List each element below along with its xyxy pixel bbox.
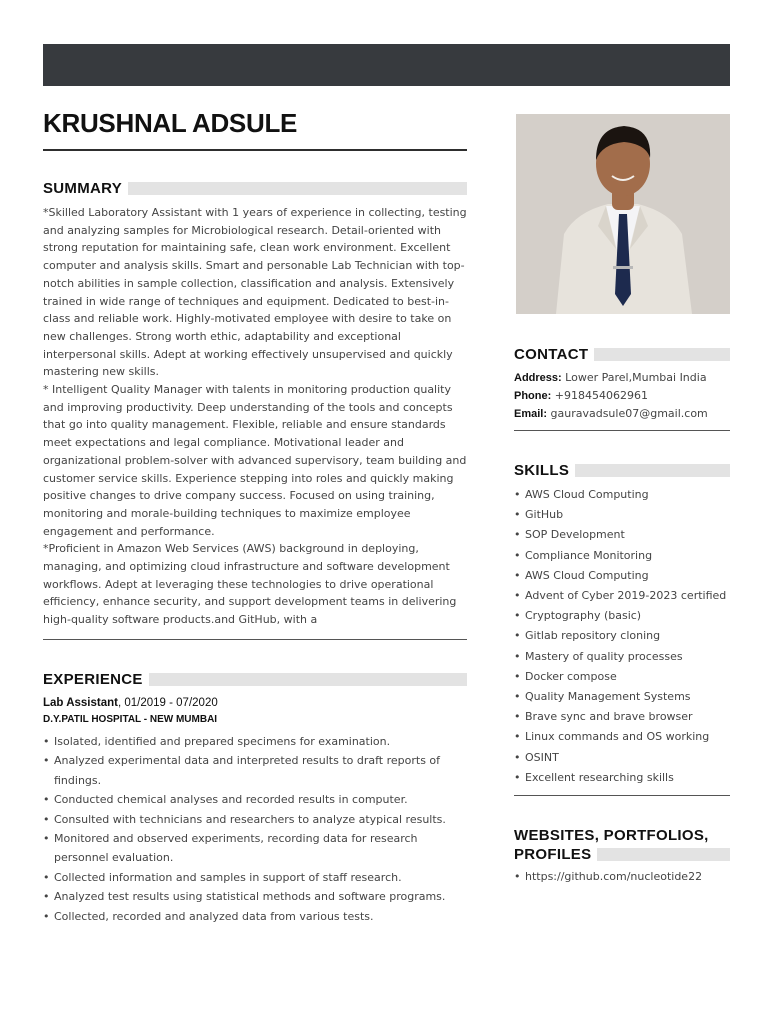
list-item: • Consulted with technicians and researchers to analyze atypical results. — [43, 810, 467, 829]
skill-item: • Excellent researching skills — [514, 768, 730, 788]
contact-address — [514, 369, 730, 387]
name-divider — [43, 149, 467, 151]
skills-heading-bar — [575, 464, 730, 477]
list-item: • Isolated, identified and prepared specimens for examination. — [43, 732, 467, 751]
candidate-name: KRUSHNAL ADSULE — [43, 108, 298, 138]
list-item: • Conducted chemical analyses and recorded results in computer. — [43, 790, 467, 809]
website-link[interactable]: • https://github.com/nucleotide22 — [514, 868, 730, 886]
contact-email — [514, 405, 730, 423]
person-portrait-icon — [516, 114, 730, 314]
skill-item: • Brave sync and brave browser — [514, 707, 730, 727]
list-item: • Collected, recorded and analyzed data from various tests. — [43, 907, 467, 926]
experience-bullets — [43, 732, 467, 926]
list-item: • Analyzed experimental data and interpreted results to draft reports of findings. — [43, 751, 467, 790]
contact-phone — [514, 387, 730, 405]
summary-heading-bar — [128, 182, 467, 195]
address-value: Lower Parel,Mumbai India — [561, 371, 707, 384]
summary-heading — [43, 180, 467, 197]
job-title-line — [43, 694, 467, 712]
contact-heading-text: CONTACT — [514, 346, 589, 363]
websites-section — [514, 868, 730, 886]
summary-divider — [43, 639, 467, 640]
skill-item: • Gitlab repository cloning — [514, 626, 730, 646]
experience-heading-bar — [149, 673, 467, 686]
contact-section — [514, 369, 730, 423]
websites-heading-line2: PROFILES — [514, 846, 592, 863]
skill-item: • AWS Cloud Computing — [514, 566, 730, 586]
profile-photo — [516, 114, 730, 314]
skill-item: • Docker compose — [514, 667, 730, 687]
experience-heading — [43, 671, 467, 688]
skills-divider — [514, 795, 730, 796]
experience-section — [43, 694, 467, 926]
skill-item: • AWS Cloud Computing — [514, 485, 730, 505]
address-label: Address: — [514, 372, 562, 384]
skills-heading-text: SKILLS — [514, 462, 570, 479]
summary-paragraph: *Proficient in Amazon Web Services (AWS) background in deploying, managing, and optimizing cloud infrastructure and software development workflows. Adept at leveraging these technologies to drive operational efficiency, enhance security, and support development teams in delivering high-quality software products.and GitHub, with a — [43, 542, 457, 627]
skill-item: • Compliance Monitoring — [514, 546, 730, 566]
websites-heading-line1: WEBSITES, PORTFOLIOS, — [514, 827, 709, 844]
skill-item: • Linux commands and OS working — [514, 727, 730, 747]
skills-section — [514, 485, 730, 788]
skills-heading — [514, 462, 730, 479]
skill-item: • Quality Management Systems — [514, 687, 730, 707]
skill-item: • OSINT — [514, 748, 730, 768]
websites-list — [514, 868, 730, 886]
phone-value: +918454062961 — [551, 389, 648, 402]
skills-list — [514, 485, 730, 788]
job-role: Lab Assistant — [43, 697, 118, 709]
websites-heading-line2-row — [514, 845, 730, 864]
header-bar — [43, 44, 730, 86]
websites-heading — [514, 826, 730, 864]
phone-label: Phone: — [514, 390, 552, 402]
skill-item: • GitHub — [514, 505, 730, 525]
contact-heading-bar — [594, 348, 730, 361]
summary-section — [43, 204, 467, 629]
skill-item: • Cryptography (basic) — [514, 606, 730, 626]
summary-paragraph: *Skilled Laboratory Assistant with 1 years of experience in collecting, testing and analyzing samples for Microbiological research. Detail-oriented with strong reputation for maintaining safe, clean work environment. Excellent computer and analysis skills. Smart and personable Lab Technician with top-notch abilities in sample collection, classification and analysis. Extensively trained in wide range of techniques and equipment. Dedicated to best-in-class and reliable work. Highly-motivated employee with desire to take on new challenges. Strong worth ethic, adaptability and exceptional interpersonal skills. Adept at working effectively unsupervised and quickly mastering new skills. — [43, 206, 467, 379]
email-label: Email: — [514, 408, 548, 420]
contact-heading — [514, 346, 730, 363]
summary-paragraph: * Intelligent Quality Manager with talents in monitoring production quality and improving productivity. Deep understanding of the tools and concepts that go into quality management. Flexible, reliable and ensure standards meet expectations and legal compliance. Motivational leader and organizational problem-solver with advanced supervisory, team building and customer service skills. Experience stepping into roles and quickly making positive changes to drive company success. Focused on using training, monitoring and morale-building techniques to maximize employee engagement and performance. — [43, 383, 467, 538]
skill-item: • Mastery of quality processes — [514, 647, 730, 667]
job-company: D.Y.PATIL HOSPITAL - NEW MUMBAI — [43, 714, 218, 725]
skill-item: • SOP Development — [514, 525, 730, 545]
summary-heading-text: SUMMARY — [43, 180, 123, 197]
list-item: • Monitored and observed experiments, recording data for research personnel evaluation. — [43, 829, 467, 868]
email-value: gauravadsule07@gmail.com — [547, 407, 708, 420]
experience-heading-text: EXPERIENCE — [43, 671, 143, 688]
list-item: • Collected information and samples in support of staff research. — [43, 868, 467, 887]
contact-divider — [514, 430, 730, 431]
websites-heading-bar — [597, 848, 730, 861]
job-dates: , 01/2019 - 07/2020 — [117, 697, 218, 709]
list-item: • Analyzed test results using statistical methods and software programs. — [43, 887, 467, 906]
skill-item: • Advent of Cyber 2019-2023 certified — [514, 586, 730, 606]
